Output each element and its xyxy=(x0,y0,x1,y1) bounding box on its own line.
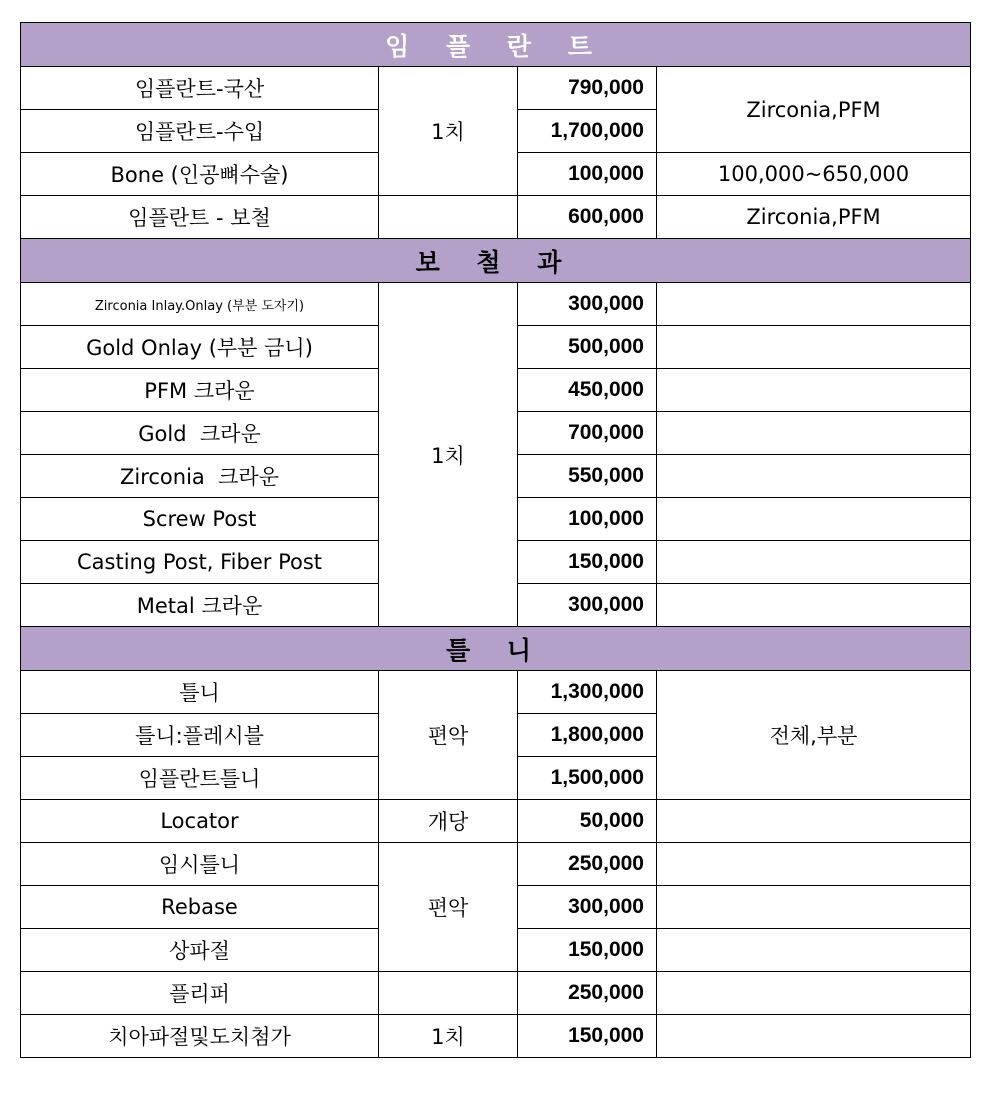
section-header-implant: 임 플 란 트 xyxy=(21,23,971,67)
item-price: 450,000 xyxy=(518,369,657,412)
item-price: 250,000 xyxy=(518,972,657,1015)
item-name: Locator xyxy=(21,800,379,843)
table-row xyxy=(21,283,971,326)
note-cell-empty xyxy=(657,800,971,843)
item-name: 틀니 xyxy=(21,671,379,714)
item-price: 300,000 xyxy=(518,886,657,929)
unit-cell: 1치 xyxy=(379,1015,518,1058)
item-price: 600,000 xyxy=(518,196,657,239)
unit-cell: 1치 xyxy=(379,283,518,627)
item-name: Screw Post xyxy=(21,498,379,541)
item-name: Gold Onlay (부분 금니) xyxy=(21,326,379,369)
item-name: 플리퍼 xyxy=(21,972,379,1015)
item-price: 790,000 xyxy=(518,67,657,110)
item-price: 50,000 xyxy=(518,800,657,843)
unit-cell: 1치 xyxy=(379,67,518,196)
item-price: 1,300,000 xyxy=(518,671,657,714)
note-cell-empty xyxy=(657,886,971,929)
item-price: 250,000 xyxy=(518,843,657,886)
item-price: 150,000 xyxy=(518,541,657,584)
note-cell-empty xyxy=(657,843,971,886)
unit-cell-empty xyxy=(379,972,518,1015)
section-header-prosthetics: 보 철 과 xyxy=(21,239,971,283)
table-row xyxy=(21,196,971,239)
item-name: Zirconia 크라운 xyxy=(21,455,379,498)
note-cell-empty xyxy=(657,498,971,541)
price-table xyxy=(20,22,971,1058)
item-price: 150,000 xyxy=(518,1015,657,1058)
item-price: 100,000 xyxy=(518,153,657,196)
unit-cell: 개당 xyxy=(379,800,518,843)
table-row xyxy=(21,671,971,714)
note-cell-empty xyxy=(657,584,971,627)
item-price: 100,000 xyxy=(518,498,657,541)
item-name: 임플란트-수입 xyxy=(21,110,379,153)
note-cell-empty xyxy=(657,541,971,584)
item-price: 700,000 xyxy=(518,412,657,455)
table-row xyxy=(21,1015,971,1058)
table-row xyxy=(21,800,971,843)
unit-cell-empty xyxy=(379,196,518,239)
unit-cell: 편악 xyxy=(379,671,518,800)
note-cell-empty xyxy=(657,412,971,455)
item-price: 300,000 xyxy=(518,584,657,627)
note-cell: Zirconia,PFM xyxy=(657,67,971,153)
unit-cell: 편악 xyxy=(379,843,518,972)
item-price: 150,000 xyxy=(518,929,657,972)
item-name: 임플란트-국산 xyxy=(21,67,379,110)
table-row xyxy=(21,972,971,1015)
item-price: 1,800,000 xyxy=(518,714,657,757)
note-cell: 100,000~650,000 xyxy=(657,153,971,196)
item-name: 치아파절및도치첨가 xyxy=(21,1015,379,1058)
item-name: 임시틀니 xyxy=(21,843,379,886)
item-name: 틀니:플레시블 xyxy=(21,714,379,757)
item-name: Metal 크라운 xyxy=(21,584,379,627)
item-name: PFM 크라운 xyxy=(21,369,379,412)
item-price: 300,000 xyxy=(518,283,657,326)
section-header-denture: 틀 니 xyxy=(21,627,971,671)
note-cell: Zirconia,PFM xyxy=(657,196,971,239)
item-price: 500,000 xyxy=(518,326,657,369)
item-name: 임플란트틀니 xyxy=(21,757,379,800)
item-price: 1,500,000 xyxy=(518,757,657,800)
item-price: 1,700,000 xyxy=(518,110,657,153)
note-cell-empty xyxy=(657,283,971,326)
note-cell-empty xyxy=(657,326,971,369)
note-cell-empty xyxy=(657,972,971,1015)
item-name: Rebase xyxy=(21,886,379,929)
note-cell-empty xyxy=(657,455,971,498)
item-name: Casting Post, Fiber Post xyxy=(21,541,379,584)
table-row xyxy=(21,843,971,886)
item-name: Zirconia Inlay.Onlay (부분 도자기) xyxy=(21,283,379,326)
note-cell-empty xyxy=(657,1015,971,1058)
item-name: 임플란트 - 보철 xyxy=(21,196,379,239)
note-cell-empty xyxy=(657,369,971,412)
item-price: 550,000 xyxy=(518,455,657,498)
note-cell-empty xyxy=(657,929,971,972)
item-name: 상파절 xyxy=(21,929,379,972)
table-row xyxy=(21,67,971,110)
item-name: Gold 크라운 xyxy=(21,412,379,455)
item-name: Bone (인공뼈수술) xyxy=(21,153,379,196)
note-cell: 전체,부분 xyxy=(657,671,971,800)
